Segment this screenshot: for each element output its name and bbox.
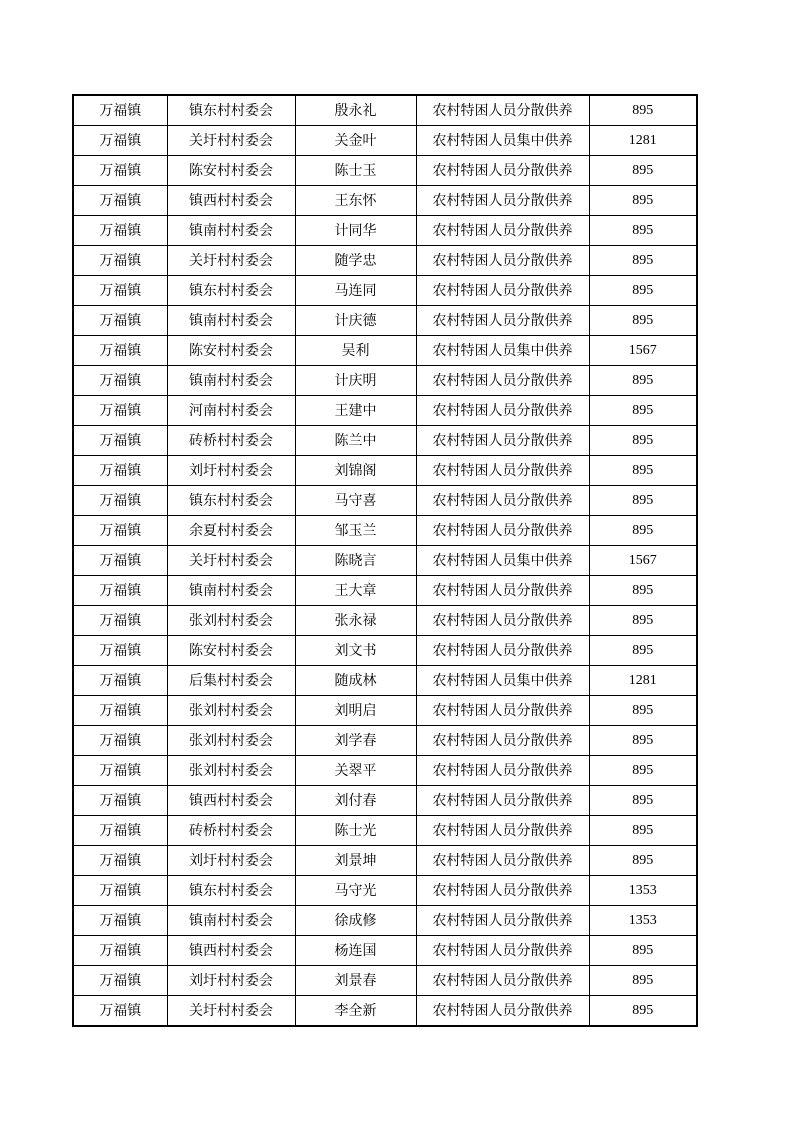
town-cell: 万福镇 [73, 456, 167, 486]
table-row [73, 246, 697, 276]
person-name-cell: 计庆明 [295, 366, 416, 396]
amount-cell: 1353 [589, 906, 697, 936]
table-row [73, 216, 697, 246]
village-committee-cell: 镇南村村委会 [167, 366, 295, 396]
town-cell: 万福镇 [73, 666, 167, 696]
support-type-cell: 农村特困人员分散供养 [416, 816, 589, 846]
village-committee-cell: 砖桥村村委会 [167, 426, 295, 456]
relief-table-body [73, 95, 697, 1026]
relief-table [72, 94, 698, 1027]
table-row [73, 336, 697, 366]
person-name-cell: 吴利 [295, 336, 416, 366]
amount-cell: 895 [589, 636, 697, 666]
support-type-cell: 农村特困人员分散供养 [416, 786, 589, 816]
person-name-cell: 马守光 [295, 876, 416, 906]
village-committee-cell: 关圩村村委会 [167, 996, 295, 1027]
village-committee-cell: 镇西村村委会 [167, 186, 295, 216]
town-cell: 万福镇 [73, 426, 167, 456]
support-type-cell: 农村特困人员分散供养 [416, 95, 589, 126]
town-cell: 万福镇 [73, 246, 167, 276]
person-name-cell: 刘景坤 [295, 846, 416, 876]
town-cell: 万福镇 [73, 126, 167, 156]
amount-cell: 1281 [589, 666, 697, 696]
person-name-cell: 马连同 [295, 276, 416, 306]
amount-cell: 895 [589, 516, 697, 546]
support-type-cell: 农村特困人员分散供养 [416, 246, 589, 276]
person-name-cell: 刘锦阁 [295, 456, 416, 486]
town-cell: 万福镇 [73, 786, 167, 816]
person-name-cell: 刘学春 [295, 726, 416, 756]
support-type-cell: 农村特困人员分散供养 [416, 876, 589, 906]
town-cell: 万福镇 [73, 756, 167, 786]
table-row [73, 636, 697, 666]
table-row [73, 426, 697, 456]
support-type-cell: 农村特困人员分散供养 [416, 726, 589, 756]
village-committee-cell: 关圩村村委会 [167, 546, 295, 576]
village-committee-cell: 陈安村村委会 [167, 156, 295, 186]
table-row [73, 786, 697, 816]
person-name-cell: 张永禄 [295, 606, 416, 636]
town-cell: 万福镇 [73, 606, 167, 636]
person-name-cell: 王东怀 [295, 186, 416, 216]
village-committee-cell: 张刘村村委会 [167, 696, 295, 726]
support-type-cell: 农村特困人员集中供养 [416, 666, 589, 696]
amount-cell: 895 [589, 366, 697, 396]
support-type-cell: 农村特困人员分散供养 [416, 486, 589, 516]
village-committee-cell: 镇东村村委会 [167, 95, 295, 126]
support-type-cell: 农村特困人员分散供养 [416, 516, 589, 546]
town-cell: 万福镇 [73, 906, 167, 936]
village-committee-cell: 镇西村村委会 [167, 936, 295, 966]
support-type-cell: 农村特困人员分散供养 [416, 306, 589, 336]
table-row [73, 606, 697, 636]
table-row [73, 366, 697, 396]
amount-cell: 895 [589, 816, 697, 846]
amount-cell: 895 [589, 186, 697, 216]
amount-cell: 895 [589, 576, 697, 606]
table-row [73, 846, 697, 876]
person-name-cell: 陈晓言 [295, 546, 416, 576]
town-cell: 万福镇 [73, 306, 167, 336]
support-type-cell: 农村特困人员集中供养 [416, 546, 589, 576]
person-name-cell: 刘付春 [295, 786, 416, 816]
table-row [73, 966, 697, 996]
support-type-cell: 农村特困人员分散供养 [416, 636, 589, 666]
person-name-cell: 王大章 [295, 576, 416, 606]
person-name-cell: 刘文书 [295, 636, 416, 666]
village-committee-cell: 镇南村村委会 [167, 576, 295, 606]
village-committee-cell: 镇西村村委会 [167, 786, 295, 816]
village-committee-cell: 刘圩村村委会 [167, 456, 295, 486]
village-committee-cell: 刘圩村村委会 [167, 846, 295, 876]
village-committee-cell: 镇东村村委会 [167, 276, 295, 306]
town-cell: 万福镇 [73, 846, 167, 876]
town-cell: 万福镇 [73, 366, 167, 396]
amount-cell: 895 [589, 276, 697, 306]
amount-cell: 895 [589, 696, 697, 726]
town-cell: 万福镇 [73, 336, 167, 366]
table-row [73, 996, 697, 1027]
amount-cell: 895 [589, 216, 697, 246]
village-committee-cell: 镇东村村委会 [167, 876, 295, 906]
table-row [73, 456, 697, 486]
amount-cell: 895 [589, 846, 697, 876]
amount-cell: 1567 [589, 546, 697, 576]
table-row [73, 696, 697, 726]
table-row [73, 756, 697, 786]
table-row [73, 546, 697, 576]
support-type-cell: 农村特困人员分散供养 [416, 606, 589, 636]
support-type-cell: 农村特困人员集中供养 [416, 126, 589, 156]
town-cell: 万福镇 [73, 276, 167, 306]
support-type-cell: 农村特困人员分散供养 [416, 756, 589, 786]
amount-cell: 895 [589, 396, 697, 426]
table-row [73, 876, 697, 906]
support-type-cell: 农村特困人员分散供养 [416, 576, 589, 606]
table-row [73, 576, 697, 606]
village-committee-cell: 砖桥村村委会 [167, 816, 295, 846]
town-cell: 万福镇 [73, 95, 167, 126]
town-cell: 万福镇 [73, 936, 167, 966]
amount-cell: 895 [589, 95, 697, 126]
town-cell: 万福镇 [73, 726, 167, 756]
support-type-cell: 农村特困人员分散供养 [416, 366, 589, 396]
amount-cell: 895 [589, 486, 697, 516]
person-name-cell: 殷永礼 [295, 95, 416, 126]
support-type-cell: 农村特困人员分散供养 [416, 186, 589, 216]
support-type-cell: 农村特困人员分散供养 [416, 396, 589, 426]
person-name-cell: 陈兰中 [295, 426, 416, 456]
person-name-cell: 马守喜 [295, 486, 416, 516]
person-name-cell: 随成林 [295, 666, 416, 696]
village-committee-cell: 河南村村委会 [167, 396, 295, 426]
person-name-cell: 邹玉兰 [295, 516, 416, 546]
support-type-cell: 农村特困人员分散供养 [416, 216, 589, 246]
amount-cell: 895 [589, 936, 697, 966]
table-row [73, 816, 697, 846]
person-name-cell: 王建中 [295, 396, 416, 426]
support-type-cell: 农村特困人员集中供养 [416, 336, 589, 366]
village-committee-cell: 关圩村村委会 [167, 246, 295, 276]
town-cell: 万福镇 [73, 486, 167, 516]
table-row [73, 126, 697, 156]
village-committee-cell: 陈安村村委会 [167, 636, 295, 666]
amount-cell: 895 [589, 996, 697, 1027]
village-committee-cell: 陈安村村委会 [167, 336, 295, 366]
amount-cell: 895 [589, 606, 697, 636]
support-type-cell: 农村特困人员分散供养 [416, 276, 589, 306]
support-type-cell: 农村特困人员分散供养 [416, 426, 589, 456]
amount-cell: 1353 [589, 876, 697, 906]
village-committee-cell: 镇东村村委会 [167, 486, 295, 516]
person-name-cell: 刘景春 [295, 966, 416, 996]
town-cell: 万福镇 [73, 546, 167, 576]
person-name-cell: 随学忠 [295, 246, 416, 276]
support-type-cell: 农村特困人员分散供养 [416, 936, 589, 966]
table-row [73, 276, 697, 306]
village-committee-cell: 张刘村村委会 [167, 606, 295, 636]
support-type-cell: 农村特困人员分散供养 [416, 966, 589, 996]
amount-cell: 895 [589, 726, 697, 756]
support-type-cell: 农村特困人员分散供养 [416, 996, 589, 1027]
amount-cell: 895 [589, 156, 697, 186]
person-name-cell: 计同华 [295, 216, 416, 246]
village-committee-cell: 张刘村村委会 [167, 756, 295, 786]
amount-cell: 895 [589, 426, 697, 456]
amount-cell: 1281 [589, 126, 697, 156]
town-cell: 万福镇 [73, 636, 167, 666]
table-row [73, 666, 697, 696]
amount-cell: 895 [589, 756, 697, 786]
table-row [73, 95, 697, 126]
village-committee-cell: 镇南村村委会 [167, 216, 295, 246]
town-cell: 万福镇 [73, 696, 167, 726]
village-committee-cell: 张刘村村委会 [167, 726, 295, 756]
amount-cell: 895 [589, 966, 697, 996]
amount-cell: 895 [589, 306, 697, 336]
town-cell: 万福镇 [73, 396, 167, 426]
town-cell: 万福镇 [73, 816, 167, 846]
support-type-cell: 农村特困人员分散供养 [416, 696, 589, 726]
town-cell: 万福镇 [73, 186, 167, 216]
person-name-cell: 李全新 [295, 996, 416, 1027]
table-row [73, 906, 697, 936]
support-type-cell: 农村特困人员分散供养 [416, 846, 589, 876]
village-committee-cell: 后集村村委会 [167, 666, 295, 696]
town-cell: 万福镇 [73, 216, 167, 246]
town-cell: 万福镇 [73, 876, 167, 906]
table-row [73, 186, 697, 216]
table-row [73, 396, 697, 426]
support-type-cell: 农村特困人员分散供养 [416, 906, 589, 936]
amount-cell: 895 [589, 456, 697, 486]
table-row [73, 726, 697, 756]
town-cell: 万福镇 [73, 966, 167, 996]
town-cell: 万福镇 [73, 996, 167, 1027]
village-committee-cell: 镇南村村委会 [167, 306, 295, 336]
town-cell: 万福镇 [73, 576, 167, 606]
amount-cell: 895 [589, 246, 697, 276]
person-name-cell: 关翠平 [295, 756, 416, 786]
person-name-cell: 计庆德 [295, 306, 416, 336]
support-type-cell: 农村特困人员分散供养 [416, 456, 589, 486]
person-name-cell: 刘明启 [295, 696, 416, 726]
town-cell: 万福镇 [73, 516, 167, 546]
amount-cell: 895 [589, 786, 697, 816]
village-committee-cell: 关圩村村委会 [167, 126, 295, 156]
village-committee-cell: 刘圩村村委会 [167, 966, 295, 996]
village-committee-cell: 余夏村村委会 [167, 516, 295, 546]
table-row [73, 486, 697, 516]
table-row [73, 516, 697, 546]
table-row [73, 156, 697, 186]
table-row [73, 936, 697, 966]
person-name-cell: 陈士光 [295, 816, 416, 846]
person-name-cell: 关金叶 [295, 126, 416, 156]
person-name-cell: 徐成修 [295, 906, 416, 936]
village-committee-cell: 镇南村村委会 [167, 906, 295, 936]
town-cell: 万福镇 [73, 156, 167, 186]
person-name-cell: 陈士玉 [295, 156, 416, 186]
person-name-cell: 杨连国 [295, 936, 416, 966]
table-row [73, 306, 697, 336]
amount-cell: 1567 [589, 336, 697, 366]
support-type-cell: 农村特困人员分散供养 [416, 156, 589, 186]
